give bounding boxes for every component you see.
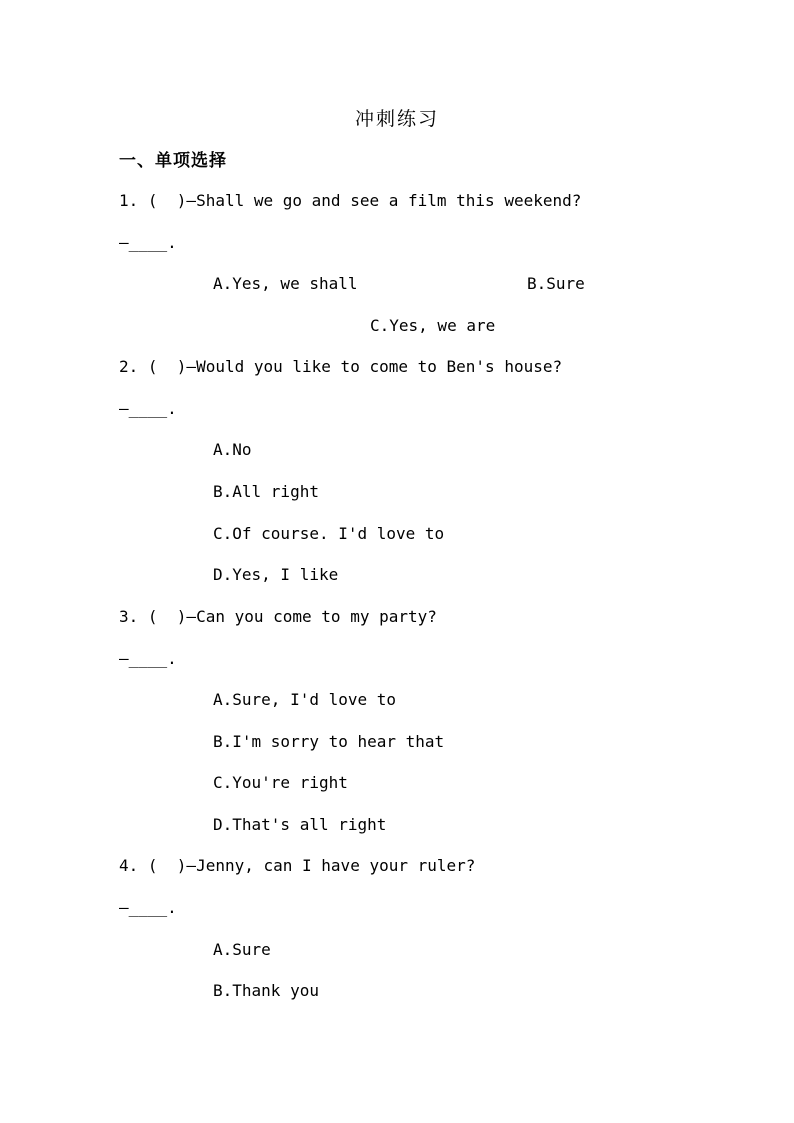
answer-blank: —____. [119, 898, 177, 917]
option-a: A.Sure [213, 940, 271, 959]
option-b: B.I'm sorry to hear that [213, 732, 445, 751]
option-c: C.Yes, we are [370, 316, 496, 335]
option-c: C.Of course. I'd love to [213, 524, 445, 543]
page-title: 冲刺练习 [354, 108, 439, 130]
question-stem: 1. ( )—Shall we go and see a film this weekend? [119, 191, 582, 210]
question-stem: 3. ( )—Can you come to my party? [119, 607, 437, 626]
answer-blank: —____. [119, 649, 177, 668]
option-d: D.Yes, I like [213, 565, 339, 584]
option-a: A.Sure, I'd love to [213, 690, 397, 709]
question-stem: 4. ( )—Jenny, can I have your ruler? [119, 856, 476, 875]
section-heading: 一、单项选择 [119, 151, 227, 171]
option-c: C.You're right [213, 773, 348, 792]
option-b: B.Sure [527, 274, 585, 293]
option-b: B.Thank you [213, 981, 319, 1000]
option-b: B.All right [213, 482, 319, 501]
option-d: D.That's all right [213, 815, 387, 834]
option-a: A.Yes, we shall [213, 274, 358, 293]
answer-blank: —____. [119, 399, 177, 418]
option-a: A.No [213, 440, 252, 459]
answer-blank: —____. [119, 233, 177, 252]
question-stem: 2. ( )—Would you like to come to Ben's house? [119, 357, 563, 376]
